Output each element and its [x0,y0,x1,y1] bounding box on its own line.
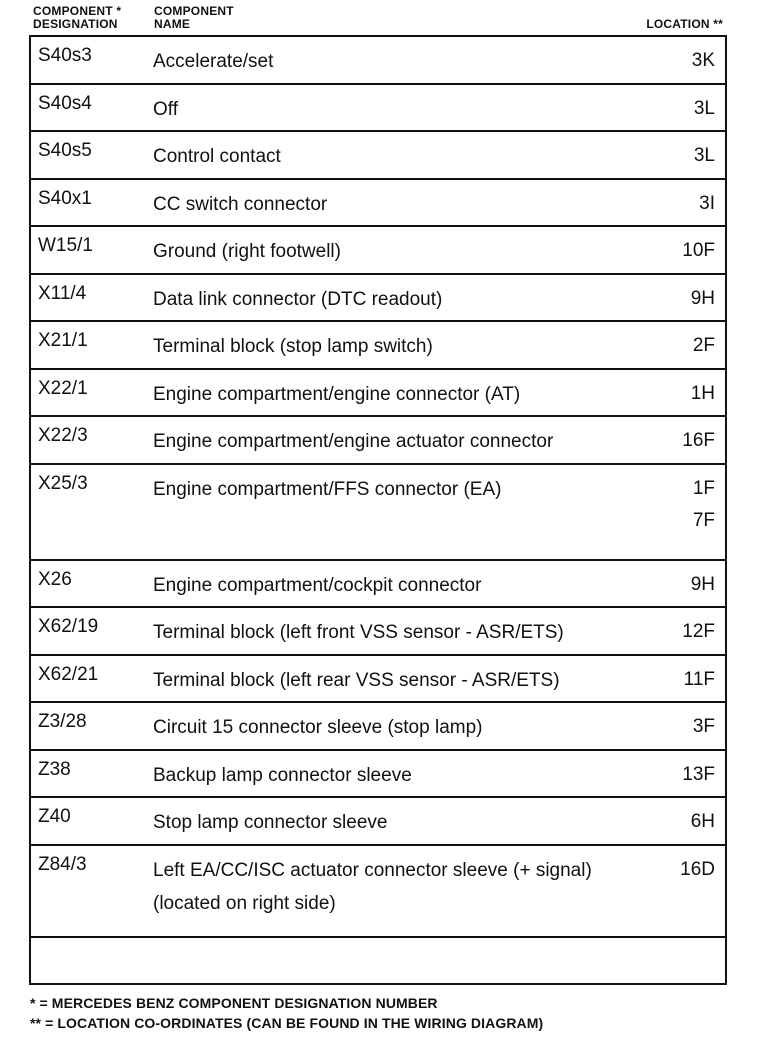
component-designation: S40s4 [38,92,92,114]
table-row [31,846,725,938]
table-row [31,85,725,133]
component-name: Backup lamp connector sleeve [153,764,412,786]
component-location: 2F [692,335,715,356]
component-location: 11F [683,668,715,690]
component-designation: X62/19 [38,616,99,637]
component-name: Engine compartment/FFS connector (EA) [153,478,502,500]
empty-table-row [31,938,725,984]
table-row [31,751,725,799]
table-row [31,656,725,704]
designation-header-line2: DESIGNATION [33,17,118,31]
component-location: 3I [699,192,715,214]
table-row [31,227,725,275]
table-row [31,132,725,180]
table-row [31,370,725,418]
table-row [31,417,725,465]
footnote-designation: * = MERCEDES BENZ COMPONENT DESIGNATION NUMBER [30,995,438,1011]
component-name: Data link connector (DTC readout) [153,288,443,310]
component-designation: X22/3 [38,425,88,446]
component-location: 16D [680,858,715,880]
component-designation: X21/1 [38,330,88,351]
component-location: 3K [691,50,715,71]
component-location: 1H [690,382,715,404]
designation-column-header [33,5,121,31]
name-header-line1: COMPONENT [154,4,234,18]
component-designation: S40s5 [38,140,92,161]
component-name-line1: Left EA/CC/ISC actuator connector sleeve (+ signal) [153,859,592,881]
component-designation: X11/4 [38,282,87,304]
component-designation: X25/3 [38,472,88,494]
component-name: Stop lamp connector sleeve [153,812,388,833]
component-name: Terminal block (stop lamp switch) [153,336,433,357]
component-location: 12F [682,621,715,642]
component-designation: Z38 [38,758,71,780]
component-name: Engine compartment/engine connector (AT) [153,383,521,405]
table-row [31,37,725,85]
component-table [29,35,727,985]
component-name: Accelerate/set [153,51,274,72]
footnote-location: ** = LOCATION CO-ORDINATES (CAN BE FOUND IN THE WIRING DIAGRAM) [30,1015,544,1031]
component-location-secondary: 7F [692,509,715,531]
table-row [31,561,725,609]
table-row [31,798,725,846]
table-row [31,608,725,656]
component-name: CC switch connector [153,193,328,215]
component-location: 3F [692,716,715,737]
component-name [153,854,673,920]
component-name: Ground (right footwell) [153,241,341,262]
component-location: 16F [682,430,715,451]
location-column-header: LOCATION ** [646,17,723,31]
component-name: Circuit 15 connector sleeve (stop lamp) [153,717,483,738]
component-location: 9H [690,573,715,595]
component-designation: S40x1 [38,187,92,209]
table-row [31,180,725,228]
component-location: 3L [693,145,715,166]
component-designation: Z3/28 [38,711,87,732]
component-location: 13F [682,763,715,785]
component-location: 3L [693,97,715,119]
component-name: Off [153,98,178,120]
component-designation: S40s3 [38,45,92,66]
component-designation: Z40 [38,806,71,827]
component-designation: X22/1 [38,377,88,399]
component-location [693,473,715,537]
component-name: Engine compartment/cockpit connector [153,574,482,596]
component-designation: X62/21 [38,663,99,685]
component-location: 10F [682,240,715,261]
component-location: 6H [690,811,715,832]
component-name: Terminal block (left rear VSS sensor - ASR/ETS) [153,669,560,691]
table-row [31,322,725,370]
component-name: Terminal block (left front VSS sensor - ASR/ETS) [153,622,564,643]
component-name: Control contact [153,146,281,167]
designation-header-line1: COMPONENT * [33,4,122,18]
table-row [31,703,725,751]
table-row [31,275,725,323]
component-name: Engine compartment/engine actuator connector [153,431,554,452]
component-location-primary: 1F [692,477,715,499]
component-location: 9H [690,287,715,309]
name-column-header [154,5,234,31]
component-designation: X26 [38,568,72,590]
component-designation: Z84/3 [38,853,87,875]
component-name-line2: (located on right side) [153,892,336,914]
table-row [31,465,725,561]
name-header-line2: NAME [154,17,191,31]
component-designation: W15/1 [38,235,93,256]
